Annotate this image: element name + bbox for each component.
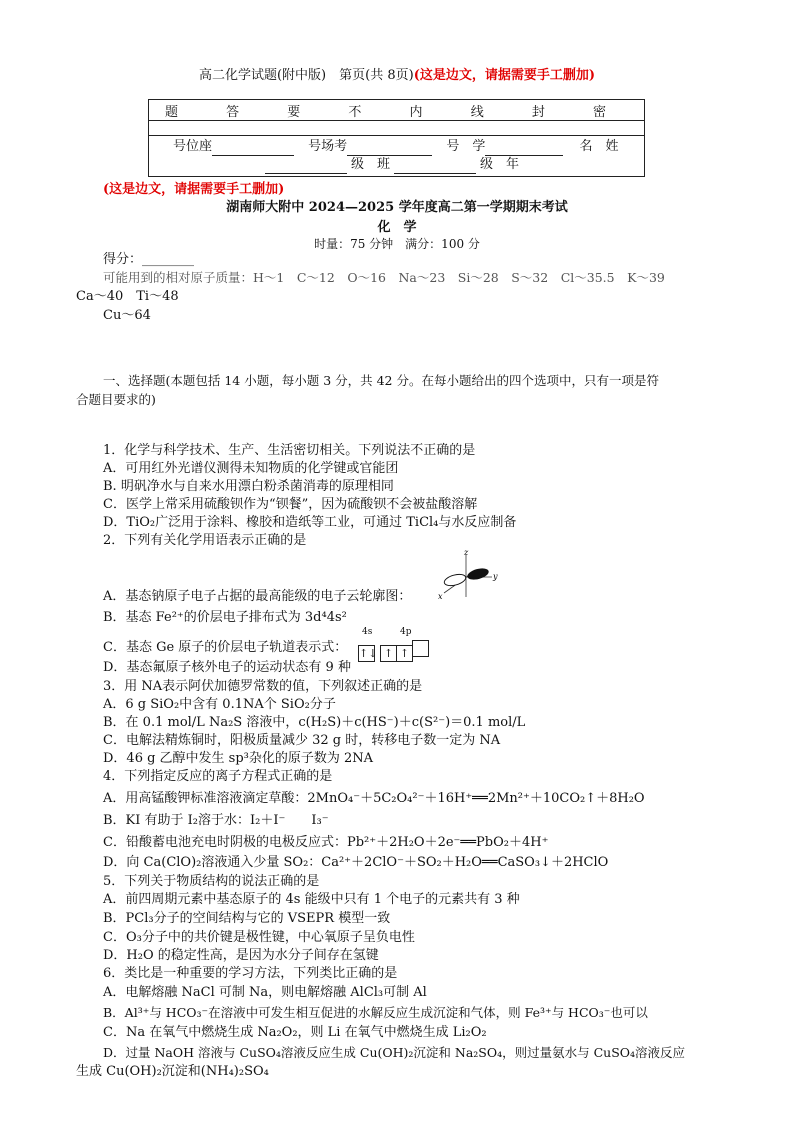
q2-option-c: C．基态 Ge 原子的价层电子轨道表示式： [103,640,348,655]
grade-label: 级 年 [480,157,520,172]
seat-field[interactable] [212,141,294,156]
q3-option-b: B．在 0.1 mol/L Na₂S 溶液中，c(H₂S)＋c(HS⁻)＋c(S²⁻)＝0.1 mol/L [103,715,526,730]
q2-stem: 2．下列有关化学用语表示正确的是 [103,533,307,548]
grade-field[interactable] [265,159,347,174]
seal-box [148,99,645,177]
seal-blank-row [149,121,645,136]
seal-info-fields [149,136,645,177]
axis-y-label: y [493,572,498,581]
q4-option-a: A．用高锰酸钾标准溶液滴定草酸：2MnO₄⁻＋5C₂O₄²⁻＋16H⁺══2Mn²⁺＋10CO₂↑＋8H₂O [103,791,645,806]
subject-title: 化 学 [377,220,417,235]
id-field[interactable] [485,141,563,156]
room-field[interactable] [347,141,432,156]
orbital-box-4p-1: ↑ [380,645,397,662]
seat-label: 号位座 [173,139,213,154]
header-edit-note: (这是边文，请据需要手工删加) [413,68,595,83]
q3-stem: 3．用 NA表示阿伏加德罗常数的值，下列叙述正确的是 [103,679,423,694]
atomic-mass-line-2: Ca～40 Ti～48 [76,289,179,304]
q2-option-a: A．基态钠原子电子占据的最高能级的电子云轮廓图： [103,589,412,604]
axis-x-label: x [438,592,443,601]
axis-z-label: z [464,548,469,557]
orbital-4s-label: 4s [362,627,373,637]
class-field[interactable] [394,159,476,174]
q2-option-d: D．基态氟原子核外电子的运动状态有 9 种 [103,660,351,675]
page-header [0,64,794,83]
section-1-heading-cont: 合题目要求的) [76,392,156,407]
q5-option-d: D．H₂O 的稳定性高，是因为水分子间存在氢键 [103,948,379,963]
exam-title: 湖南师大附中 2024—2025 学年度高二第一学期期末考试 [226,200,568,215]
q3-option-d: D．46 g 乙醇中发生 sp³杂化的原子数为 2NA [103,751,374,766]
edit-note: (这是边文，请据需要手工删加) [103,182,285,197]
q3-option-c: C．电解法精炼铜时，阳极质量减少 32 g 时，转移电子数一定为 NA [103,733,501,748]
q1-stem: 1．化学与科学技术、生产、生活密切相关。下列说法不正确的是 [103,443,476,458]
q6-option-d-cont: 生成 Cu(OH)₂沉淀和(NH₄)₂SO₄ [76,1064,269,1079]
orbital-box-4s: ↑↓ [359,647,378,660]
q4-stem: 4．下列指定反应的离子方程式正确的是 [103,769,333,784]
orbital-box-4p-3 [412,640,429,657]
q6-option-a: A．电解熔融 NaCl 可制 Na，则电解熔融 AlCl₃可制 Al [103,985,427,1000]
q5-option-a: A．前四周期元素中基态原子的 4s 能级中只有 1 个电子的元素共有 3 种 [103,892,520,907]
q5-option-b: B．PCl₃分子的空间结构与它的 VSEPR 模型一致 [103,911,391,926]
q6-stem: 6．类比是一种重要的学习方法，下列类比正确的是 [103,966,398,981]
id-label: 号 学 [446,139,486,154]
room-label: 号场考 [308,139,348,154]
q5-stem: 5．下列关于物质结构的说法正确的是 [103,874,320,889]
q6-option-b: B．Al³⁺与 HCO₃⁻在溶液中可发生相互促进的水解反应生成沉淀和气体，则 Fe³⁺与 HCO₃⁻也可以 [103,1005,648,1020]
name-label: 名 姓 [579,139,619,154]
q4-option-d: D．向 Ca(ClO)₂溶液通入少量 SO₂：Ca²⁺＋2ClO⁻＋SO₂＋H₂O══CaSO₃↓＋2HClO [103,855,609,870]
q4-option-b: B．KI 有助于 I₂溶于水：I₂＋I⁻ I₃⁻ [103,813,329,828]
q6-option-c: C．Na 在氧气中燃烧生成 Na₂O₂，则 Li 在氧气中燃烧生成 Li₂O₂ [103,1025,487,1040]
atomic-mass-line-3: Cu～64 [103,308,151,323]
orbital-diagram [358,627,428,662]
q2-option-b: B．基态 Fe²⁺的价层电子排布式为 3d⁴4s² [103,610,347,625]
q1-option-a: A．可用红外光谱仪测得未知物质的化学键或官能团 [103,461,399,476]
section-1-heading: 一、选择题(本题包括 14 小题，每小题 3 分，共 42 分。在每小题给出的四个选项中，只有一项是符 [103,373,659,388]
seal-warning: 题 答 要 不 内 线 封 密 [149,100,645,121]
q4-option-c: C．铅酸蓄电池充电时阴极的电极反应式：Pb²⁺＋2H₂O＋2e⁻══PbO₂＋4H⁺ [103,835,549,850]
score-label: 得分：________ [103,252,195,267]
time-score: 时量：75 分钟 满分：100 分 [314,237,480,251]
atomic-mass-line-1: 可能用到的相对原子质量：H～1 C～12 O～16 Na～23 Si～28 S～32 Cl～35.5 K～39 [103,270,665,285]
orbital-box-4p-2: ↑ [396,645,413,662]
q6-option-d: D．过量 NaOH 溶液与 CuSO₄溶液反应生成 Cu(OH)₂沉淀和 Na₂SO₄，则过量氨水与 CuSO₄溶液反应 [103,1045,686,1060]
q1-option-b: B. 明矾净水与自来水用漂白粉杀菌消毒的原理相同 [103,479,394,494]
p-orbital-icon [436,547,500,603]
class-label: 级 班 [351,157,391,172]
orbital-4p-label: 4p [400,627,412,637]
q1-option-c: C．医学上常采用硫酸钡作为“钡餐”，因为硫酸钡不会被盐酸溶解 [103,497,478,512]
q1-option-d: D．TiO₂广泛用于涂料、橡胶和造纸等工业，可通过 TiCl₄与水反应制备 [103,515,517,530]
header-text: 高二化学试题(附中版) 第页(共 8页) [198,68,414,83]
q3-option-a: A．6 g SiO₂中含有 0.1NA个 SiO₂分子 [103,697,336,712]
q5-option-c: C．O₃分子中的共价键是极性键，中心氧原子呈负电性 [103,930,415,945]
